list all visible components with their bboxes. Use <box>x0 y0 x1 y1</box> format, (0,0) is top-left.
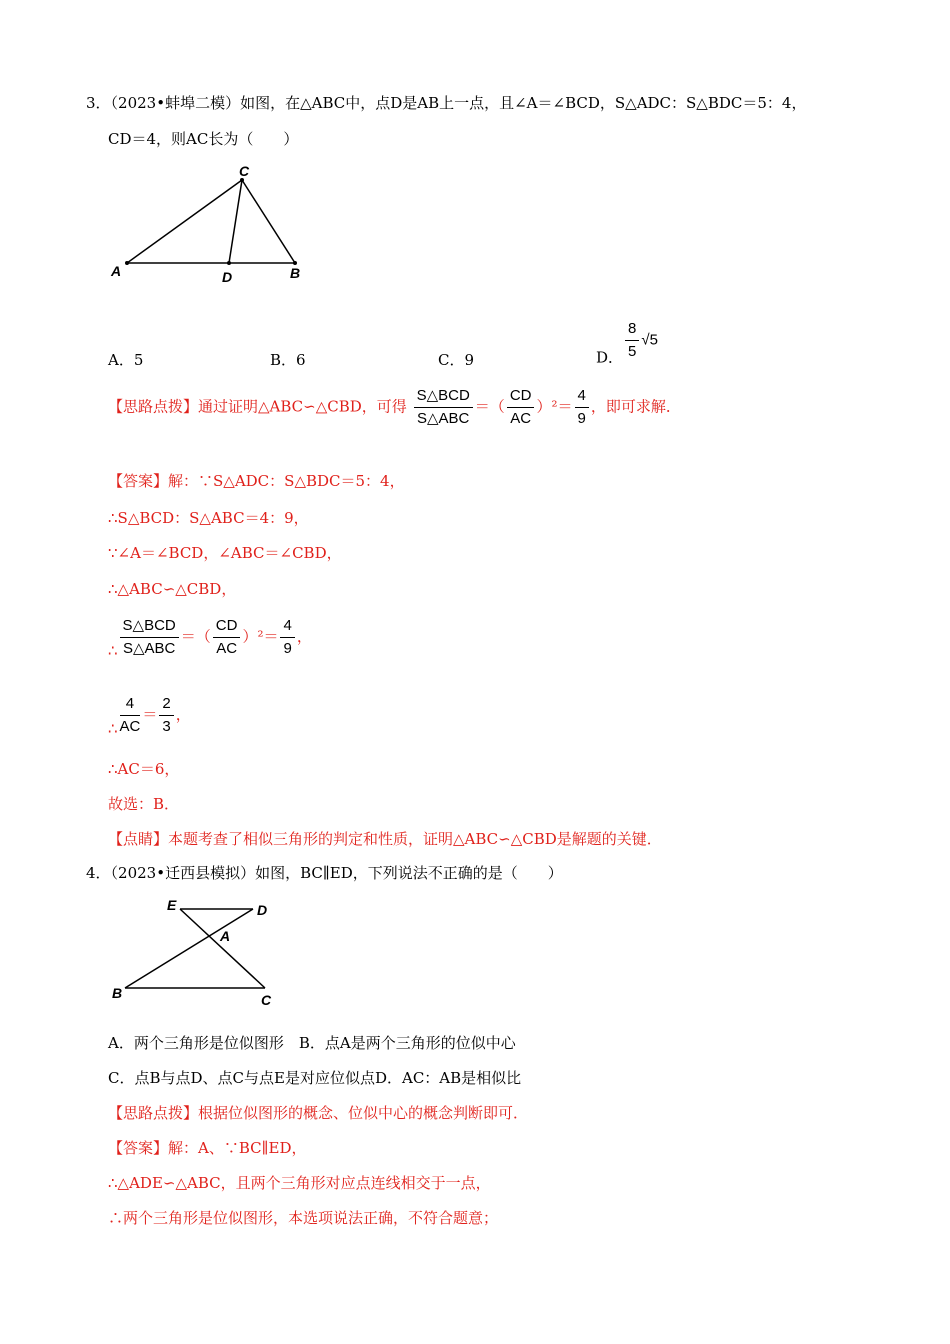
q3-answer5-frac1-num: S△BCD <box>120 615 179 638</box>
q3-label-b: B <box>290 265 301 281</box>
q3-option-d-denominator: 5 <box>628 343 637 360</box>
q4-bowtie-figure <box>105 893 295 1008</box>
q3-answer5-frac2-den: AC <box>216 640 238 657</box>
q3-hint-close: ）²＝ <box>536 397 573 416</box>
q3-answer5-frac3-den: 9 <box>283 640 292 657</box>
q3-answer-line4: ∴△ABC∽△CBD， <box>108 580 237 598</box>
q3-source: （2023•蚌埠二模） <box>110 94 241 112</box>
q3-segment-cb <box>242 180 295 263</box>
q4-number: 4． <box>86 864 111 882</box>
q3-hint-frac1-num: S△BCD <box>414 385 473 408</box>
q3-comment <box>108 828 662 849</box>
q4-stem-text: 如图，BC∥ED，下列说法不正确的是（ ） <box>255 864 563 882</box>
q4-label-b: B <box>112 985 123 1001</box>
q3-answer-line2: ∴S△BCD：S△ABC＝4：9， <box>108 509 309 527</box>
q3-answer6-tail: ， <box>175 705 191 724</box>
q3-answer5-frac3-num: 4 <box>280 615 294 638</box>
q3-answer5-frac1-den: S△ABC <box>122 640 176 657</box>
q3-answer-line3: ∵∠A＝∠BCD，∠ABC＝∠CBD， <box>108 544 342 562</box>
q4-answer-text1: 解：A、∵BC∥ED， <box>168 1139 307 1157</box>
q4-answer-line3: ∴两个三角形是位似图形，本选项说法正确，不符合题意； <box>108 1209 499 1227</box>
q3-answer6-frac1-den: AC <box>119 718 141 735</box>
q4-options-line1: A．两个三角形是位似图形 B．点A是两个三角形的位似中心 <box>108 1034 516 1052</box>
q3-option-d-numerator: 8 <box>625 318 639 341</box>
q3-answer-line5 <box>108 615 312 660</box>
q3-hint-eq: ＝（ <box>474 397 505 416</box>
q4-answer-line2: ∴△ADE∽△ABC，且两个三角形对应点连线相交于一点， <box>108 1174 491 1192</box>
q3-point-a <box>125 261 129 265</box>
q3-answer5-frac2-num: CD <box>213 615 241 638</box>
q3-number: 3． <box>86 94 111 112</box>
q3-answer6-frac2-den: 3 <box>162 718 171 735</box>
q3-answer5-eq: ＝（ <box>180 627 211 646</box>
q3-hint-frac2-den: AC <box>510 410 532 427</box>
q4-segment-ec <box>180 909 265 988</box>
q4-segment-bd <box>125 909 253 988</box>
q4-answer-label: 【答案】 <box>108 1139 169 1157</box>
q4-options-line2: C．点B与点D、点C与点E是对应位似点D．AC：AB是相似比 <box>108 1069 522 1087</box>
q3-hint-frac2-num: CD <box>507 385 535 408</box>
q3-answer6-prefix: ∴ <box>108 719 118 738</box>
q3-hint-frac3-den: 9 <box>577 410 586 427</box>
q3-label-c: C <box>239 163 250 179</box>
q4-hint-text: 根据位似图形的概念、位似中心的概念判断即可． <box>198 1104 529 1122</box>
q3-answer5-close: ）²＝ <box>242 627 279 646</box>
q3-label-d: D <box>222 269 233 285</box>
q3-answer6-frac2-num: 2 <box>159 693 173 716</box>
q3-option-a: A．5 <box>108 351 144 369</box>
q3-option-d-label: D． <box>596 348 624 367</box>
q3-segment-cd <box>229 180 242 263</box>
q3-answer-line7: ∴AC＝6， <box>108 760 180 778</box>
q3-option-d <box>596 318 658 368</box>
q3-hint-tail: ，即可求解． <box>590 397 681 416</box>
q4-answer-line1 <box>108 1137 307 1158</box>
q3-label-a: A <box>111 263 122 279</box>
q4-hint <box>108 1102 528 1123</box>
q3-triangle-figure <box>100 160 320 290</box>
q3-option-b: B．6 <box>270 351 306 369</box>
q3-answer-line8: 故选：B． <box>108 795 180 813</box>
q3-point-d <box>227 261 231 265</box>
q4-label-c: C <box>261 992 272 1008</box>
q4-source: （2023•迁西县模拟） <box>110 864 256 882</box>
q3-hint-frac1-den: S△ABC <box>416 410 470 427</box>
q4-label-d: D <box>257 902 268 918</box>
q4-label-e: E <box>167 897 177 913</box>
q3-answer-text1: 解：∵S△ADC：S△BDC＝5：4， <box>168 472 405 490</box>
q3-answer5-prefix: ∴ <box>108 641 118 660</box>
q3-stem-text: 如图，在△ABC中，点D是AB上一点，且∠A＝∠BCD，S△ADC：S△BDC＝5：4， <box>240 94 807 112</box>
q3-option-c: C．9 <box>438 351 475 369</box>
q3-answer-line1 <box>108 470 405 491</box>
q3-comment-text: 本题考查了相似三角形的判定和性质，证明△ABC∽△CBD是解题的关键． <box>168 830 662 848</box>
q3-answer-line6 <box>108 693 191 738</box>
q3-answer5-tail: ， <box>296 627 312 646</box>
q3-hint-label: 【思路点拨】 <box>108 397 199 416</box>
q4-stem <box>86 862 563 883</box>
q3-answer-label: 【答案】 <box>108 472 169 490</box>
q3-option-d-radical: √5 <box>641 331 658 349</box>
q3-stem-line2: CD＝4，则AC长为（ ） <box>108 130 299 148</box>
q4-label-a: A <box>220 928 231 944</box>
q3-answer6-frac1-num: 4 <box>120 693 141 716</box>
q3-segment-ac <box>127 180 242 263</box>
q3-hint-text: 通过证明△ABC∽△CBD，可得 <box>198 397 407 416</box>
q3-comment-label: 【点睛】 <box>108 830 169 848</box>
q3-hint <box>108 385 681 430</box>
q3-answer6-eq: ＝ <box>142 705 158 724</box>
q4-hint-label: 【思路点拨】 <box>108 1104 199 1122</box>
q3-hint-frac3-num: 4 <box>575 385 589 408</box>
q3-stem-line1 <box>86 92 806 113</box>
